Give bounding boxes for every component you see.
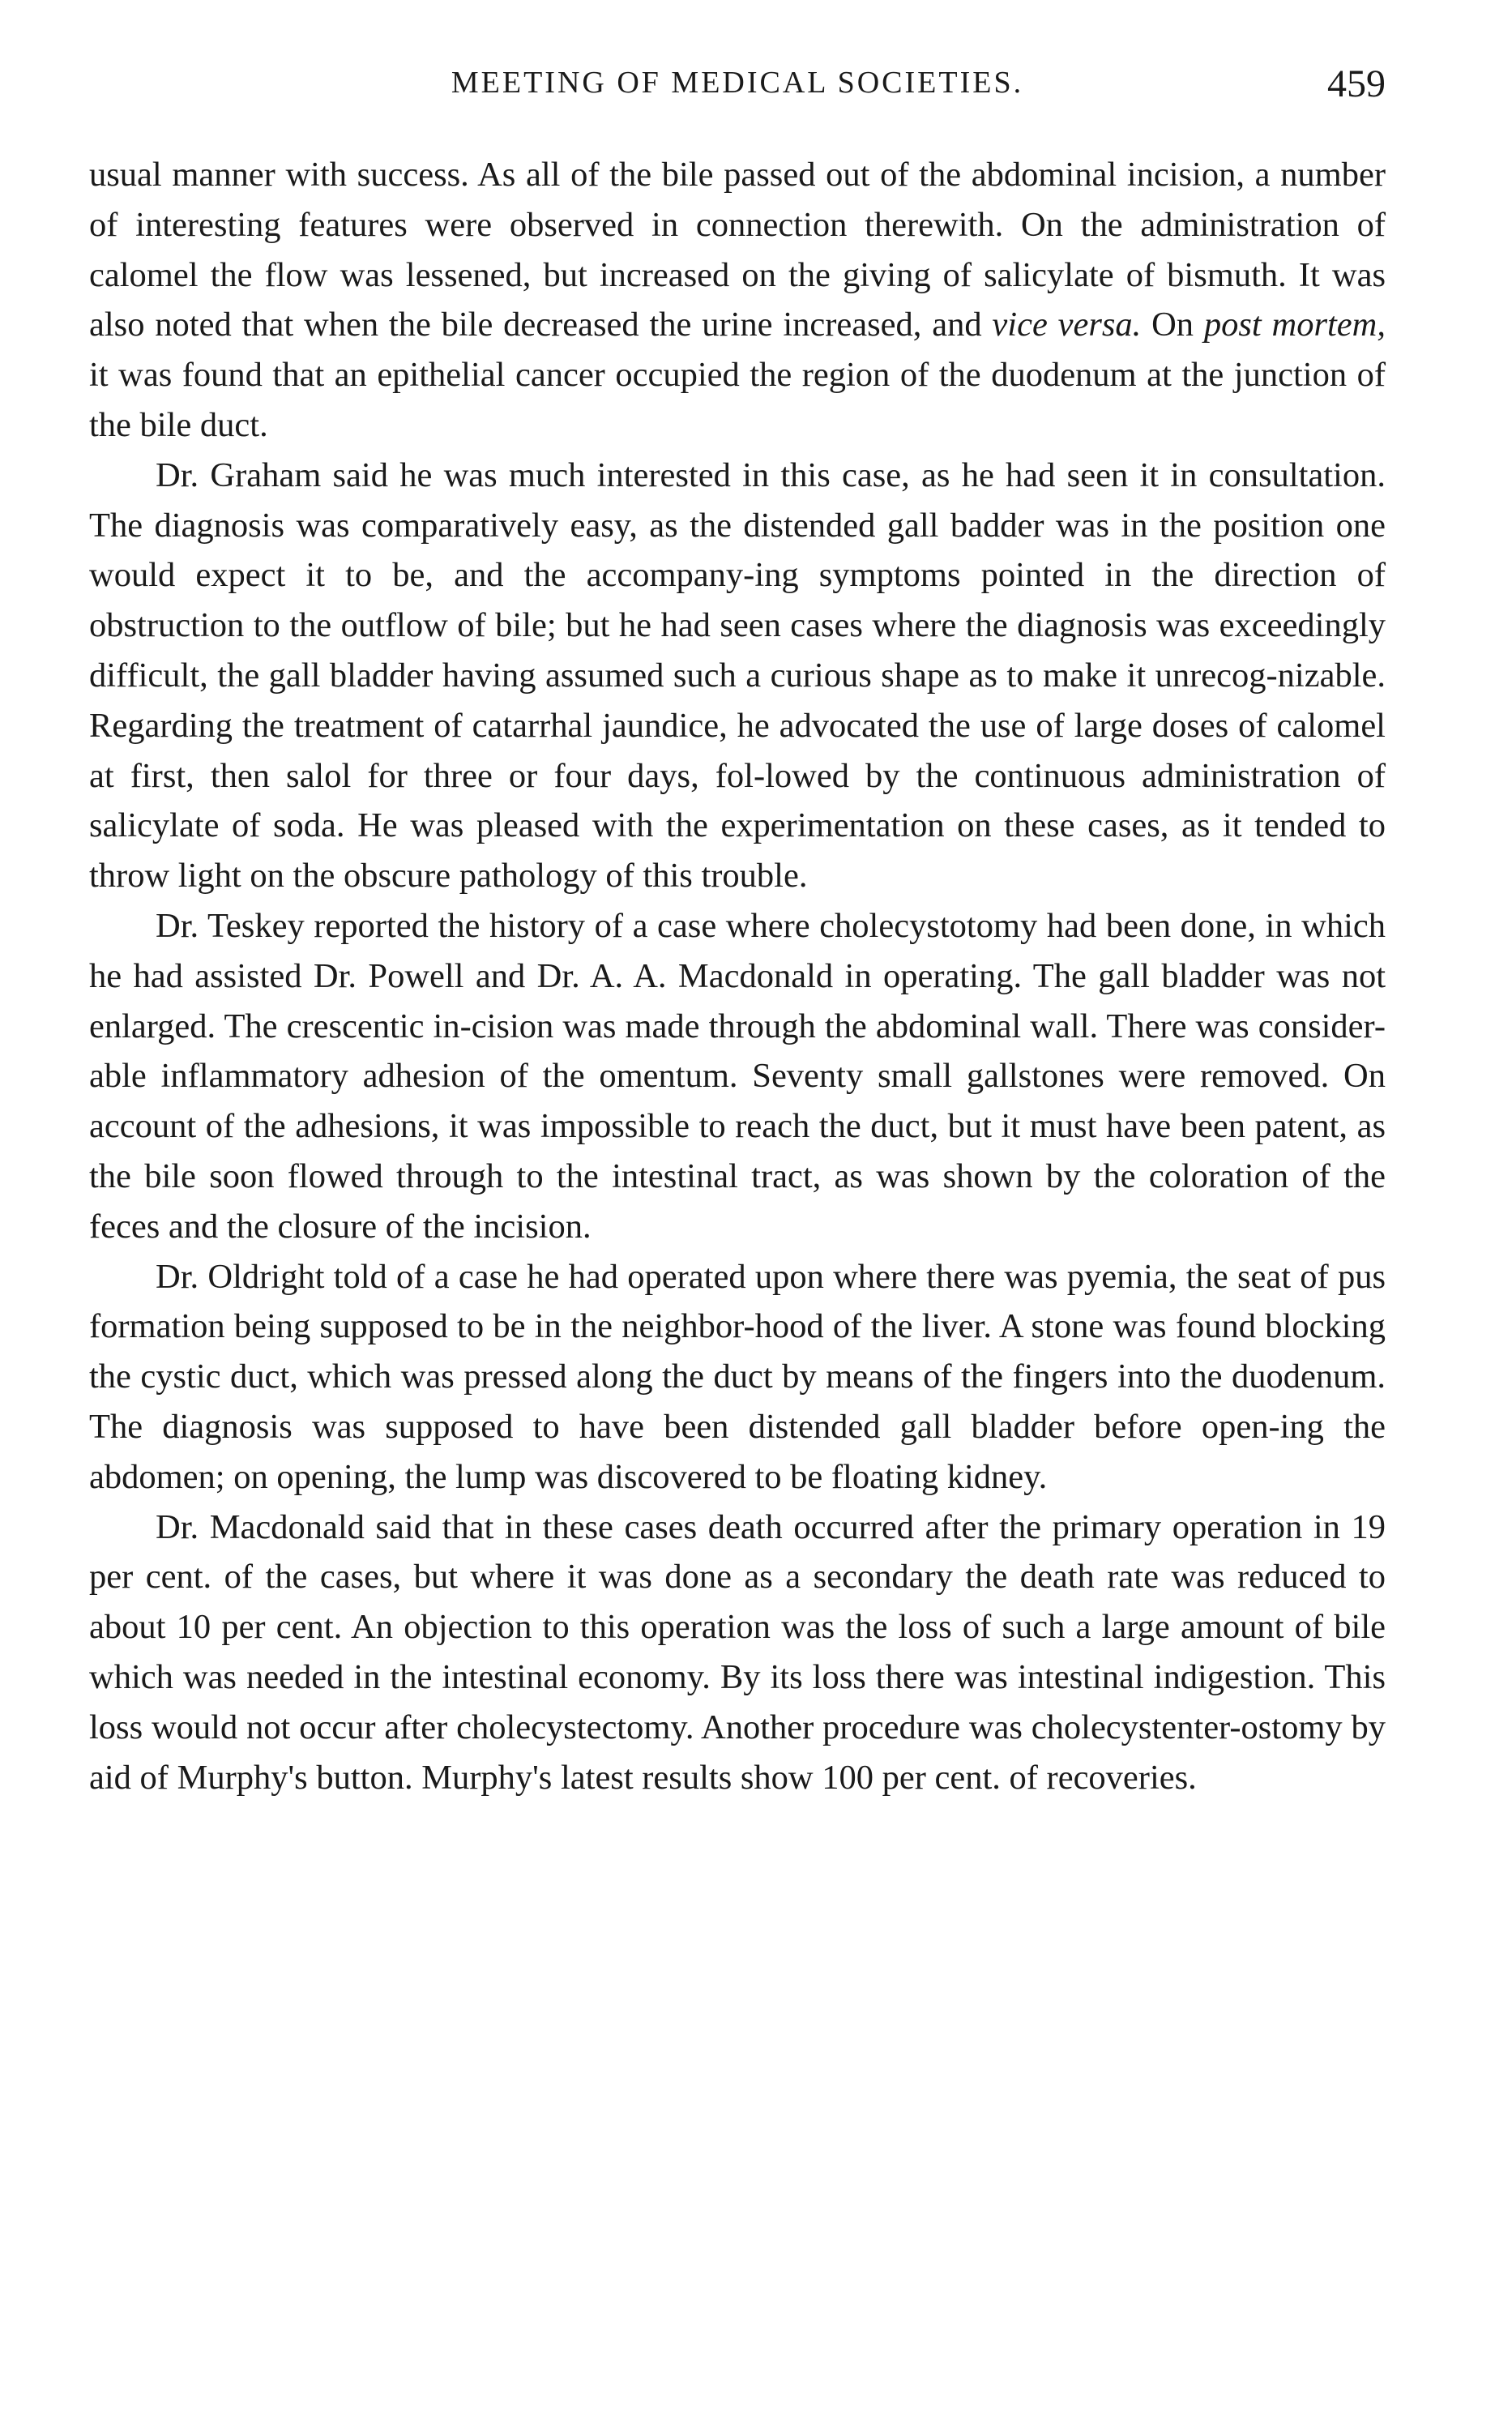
italic-text-segment: vice versa. bbox=[992, 306, 1142, 344]
text-segment: Dr. Teskey reported the history of a case where cholecystotomy had been done, in which he had assisted Dr. Powell and Dr. A. A. Macdonald in operating. The gall bladder was not enlarged. The crescentic in-cision was made through the abdominal wall. There was consider-able inflammatory adhesion of the omentum. Seventy small gallstones were removed. On account of the adhesions, it was impossible to reach the duct, but it must have been patent, as the bile soon flowed through to the intestinal tract, as was shown by the coloration of the feces and the closure of the incision. bbox=[89, 906, 1386, 1246]
paragraph-oldright bbox=[89, 1252, 1386, 1503]
paragraph-teskey bbox=[89, 901, 1386, 1252]
paragraph-continued bbox=[89, 150, 1386, 451]
page-number: 459 bbox=[1327, 62, 1386, 105]
italic-text-segment: post mortem, bbox=[1203, 306, 1386, 344]
text-segment: it was found that an epithelial cancer occupied the region of the duodenum at the junction of the bile duct. bbox=[89, 356, 1386, 444]
text-segment: On bbox=[1141, 306, 1204, 344]
running-head: MEETING OF MEDICAL SOCIETIES. bbox=[451, 66, 1024, 100]
text-segment: usual manner with success. As all of the bile passed out of the abdominal incision, a number of interesting features were observed in connection therewith. On the administration of calomel the flow was lessened, but increased on the giving of salicylate of bismuth. It was also noted that when the bile decreased the urine increased, and bbox=[89, 156, 1386, 344]
text-segment: Dr. Oldright told of a case he had operated upon where there was pyemia, the seat of pus formation being supposed to be in the neighbor-hood of the liver. A stone was found blocking the cystic duct, which was pressed along the duct by means of the fingers into the duodenum. The diagnosis was supposed to have been distended gall bladder before open-ing the abdomen; on opening, the lump was discovered to be floating kidney. bbox=[89, 1257, 1386, 1496]
text-segment: Dr. Macdonald said that in these cases death occurred after the primary operation in 19 per cent. of the cases, but where it was done as a secondary the death rate was reduced to about 10 per cent. An objection to this operation was the loss of such a large amount of bile which was needed in the intestinal economy. By its loss there was intestinal indigestion. This loss would not occur after cholecystectomy. Another procedure was cholecystenter-ostomy by aid of Murphy's button. Murphy's latest results show 100 per cent. of recoveries. bbox=[89, 1507, 1386, 1797]
paragraph-macdonald bbox=[89, 1503, 1386, 1803]
page-header bbox=[89, 62, 1386, 130]
text-segment: Dr. Graham said he was much interested in this case, as he had seen it in consultation. The diagnosis was comparatively easy, as the distended gall badder was in the position one would expect it to be, and the accompany-ing symptoms pointed in the direction of obstruction to the outflow of bile; but he had seen cases where the diagnosis was exceedingly difficult, the gall bladder having assumed such a curious shape as to make it unrecog-nizable. Regarding the treatment of catarrhal jaundice, he advocated the use of large doses of calomel at first, then salol for three or four days, fol-lowed by the continuous administration of salicylate of soda. He was pleased with the experimentation on these cases, as it tended to throw light on the obscure pathology of this trouble. bbox=[89, 455, 1386, 896]
body-text bbox=[89, 150, 1386, 1802]
paragraph-graham bbox=[89, 451, 1386, 901]
